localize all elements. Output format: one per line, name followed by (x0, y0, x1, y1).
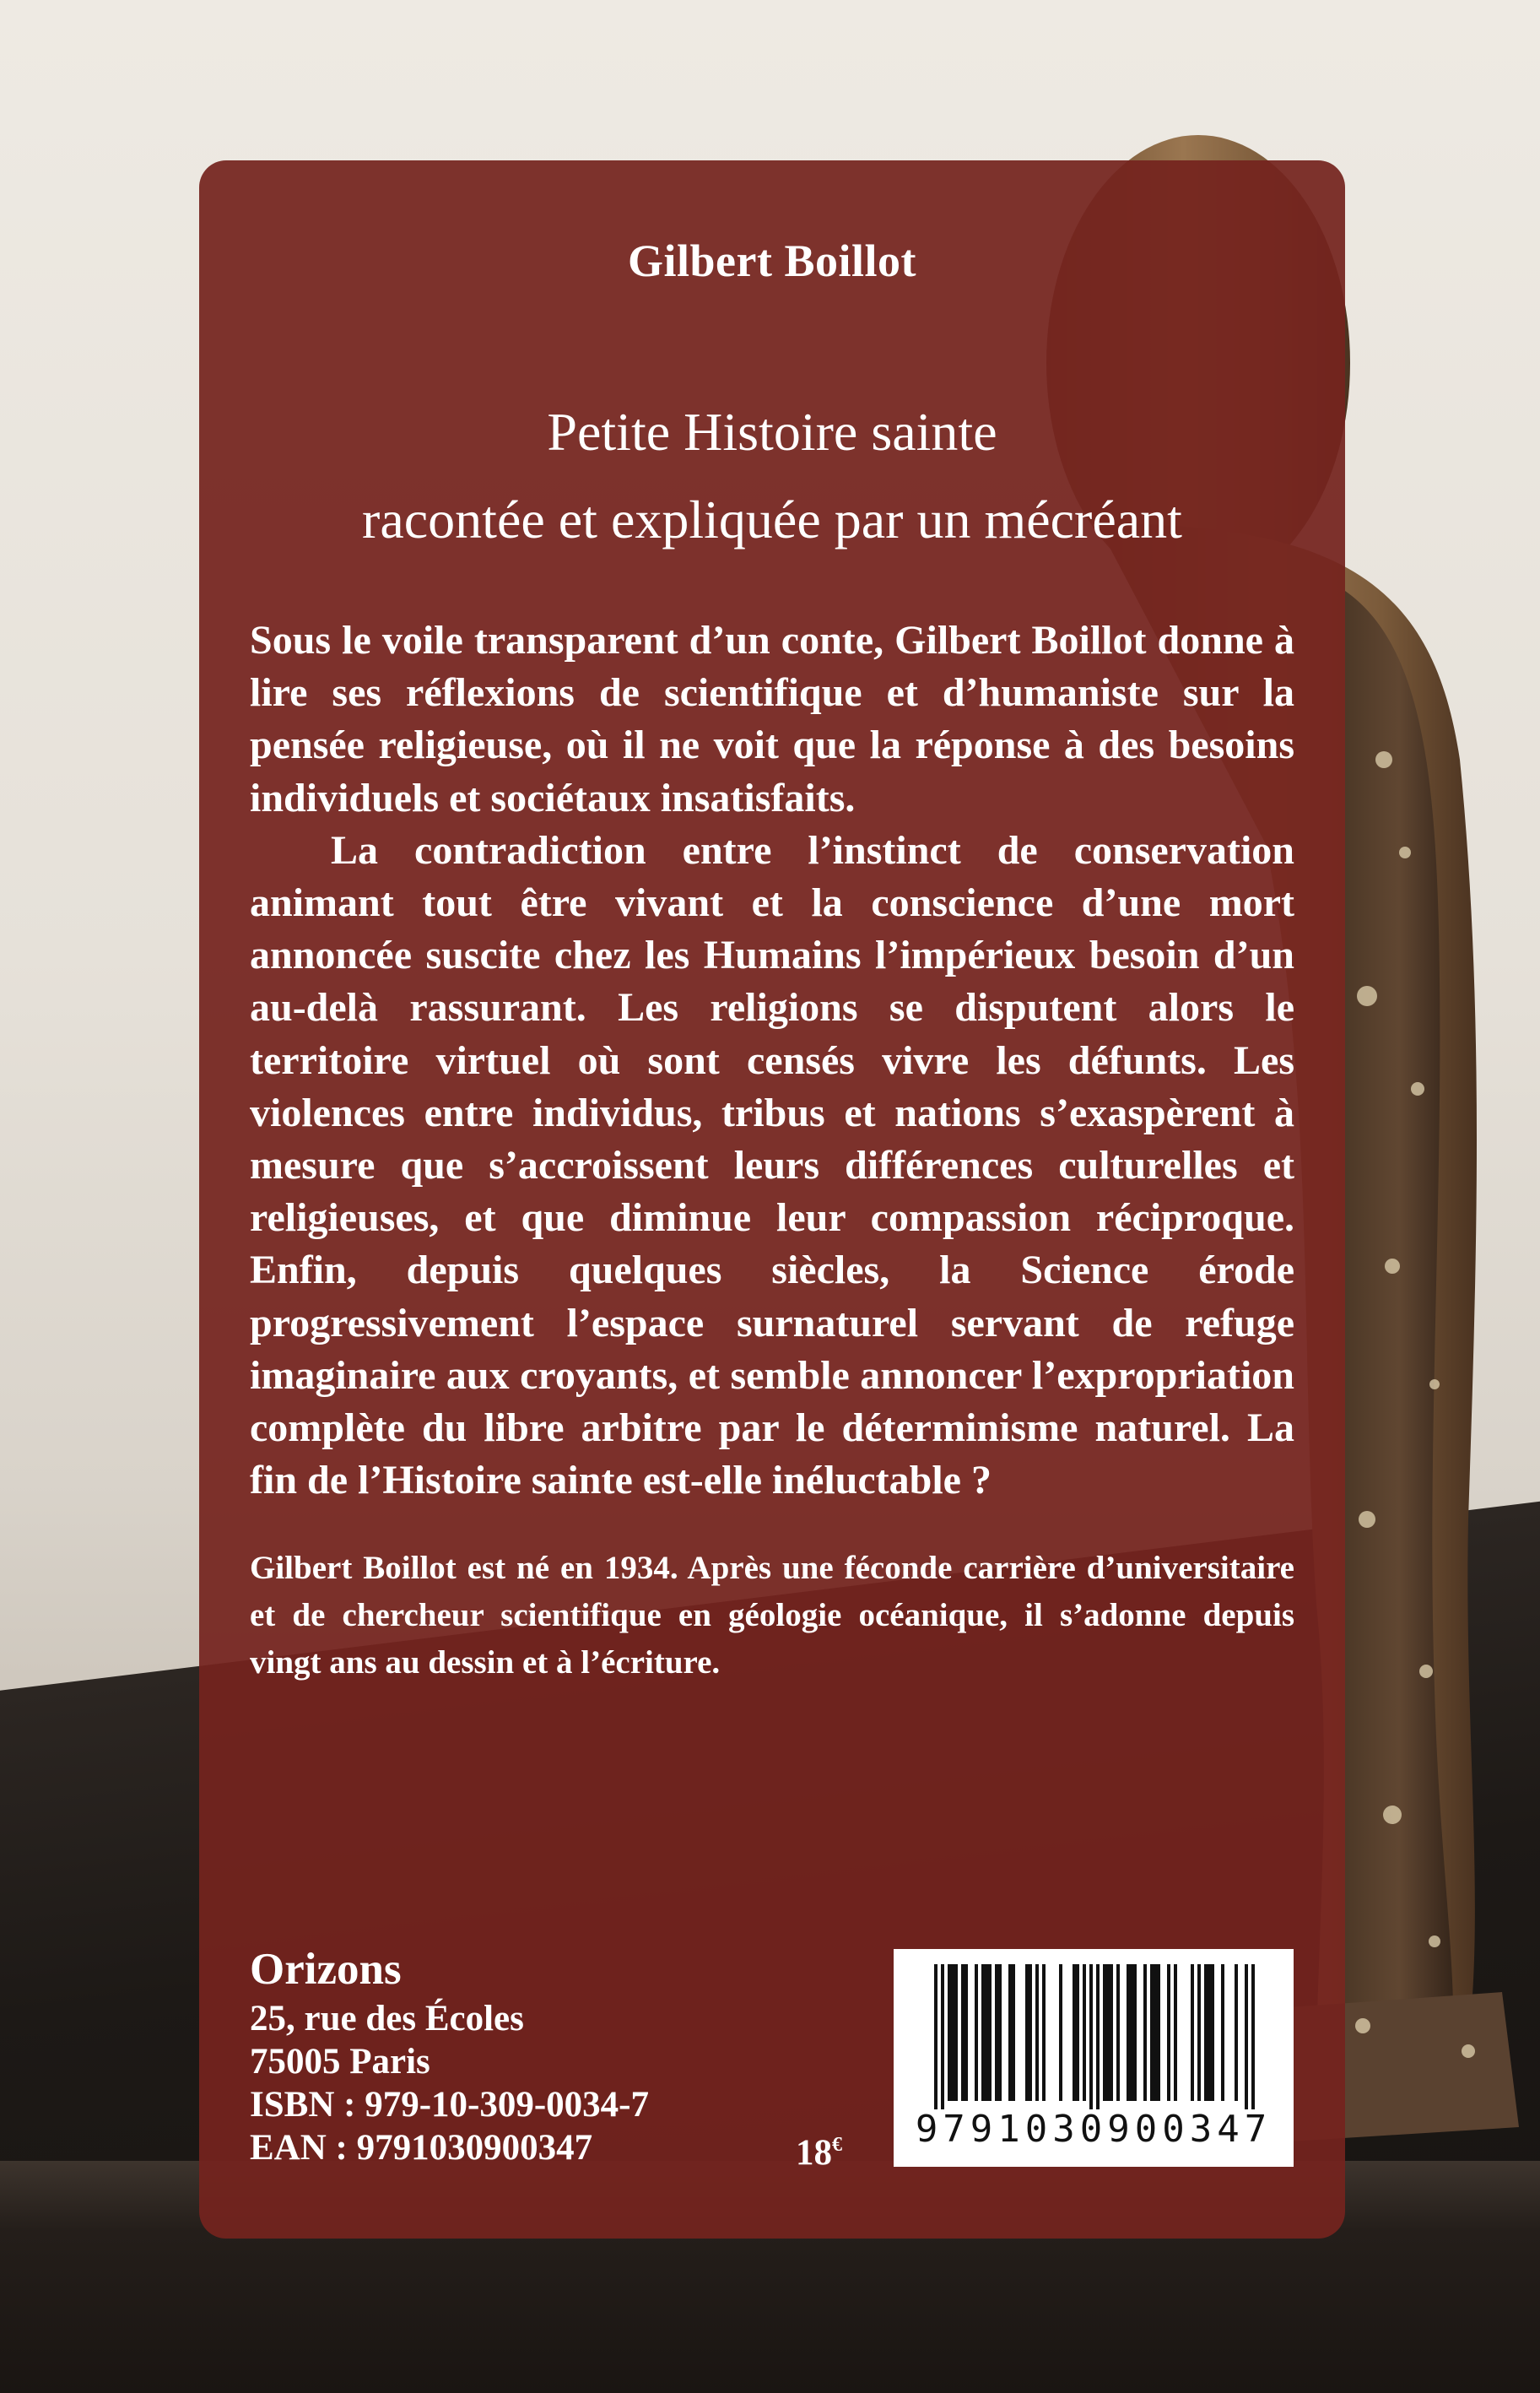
barcode-bar (1096, 1964, 1100, 2109)
barcode-bar (1208, 1964, 1211, 2101)
price-amount: 18 (796, 2133, 832, 2173)
barcode-bar (1174, 1964, 1177, 2101)
publisher-name: Orizons (250, 1945, 402, 1994)
barcode-digits: 9791030900347 (915, 2108, 1273, 2151)
barcode-bar (1167, 1964, 1170, 2101)
barcode-bar (1035, 1964, 1039, 2101)
barcode-bar (948, 1964, 951, 2101)
barcode-bar (954, 1964, 958, 2101)
barcode-bar (951, 1964, 954, 2101)
barcode-bar (1012, 1964, 1015, 2101)
barcode-bar (1197, 1964, 1201, 2101)
barcode-bar (1221, 1964, 1224, 2101)
blurb (250, 614, 1294, 1507)
author-bio: Gilbert Boillot est né en 1934. Après une féconde carrière d’universitaire et de chercheur scientifique en géologie océanique, il s’adonne depuis vingt ans au dessin et à l’écriture. (250, 1550, 1294, 1681)
barcode-bar (1150, 1964, 1154, 2101)
barcode-bar (1025, 1964, 1029, 2101)
price (796, 2132, 842, 2174)
barcode-bar (1083, 1964, 1086, 2101)
barcode-bar (1235, 1964, 1238, 2101)
publisher-city: 75005 Paris (250, 2042, 430, 2082)
blurb-paragraph-1: Sous le voile transparent d’un conte, Gilbert Boillot donne à lire ses réflexions de scientifique et d’humaniste sur la pensée religieuse, où il ne voit que la réponse à des besoins individuels et sociétaux insatisfaits. (250, 618, 1294, 820)
book-title-line2: racontée et expliquée par un mécréant (362, 490, 1182, 550)
barcode-bar (1008, 1964, 1012, 2101)
barcode-bar (985, 1964, 988, 2101)
barcode-bar (975, 1964, 978, 2101)
barcode-bar (1251, 1964, 1255, 2109)
barcode-bar (1127, 1964, 1130, 2101)
author-name: Gilbert Boillot (628, 236, 916, 286)
blurb-paragraph-2: La contradiction entre l’instinct de conservation animant tout être vivant et la conscience d’une mort annoncée suscite chez les Humains l’impérieux besoin d’un au-delà rassurant. Les religions se disputent alors le territoire virtuel où sont censés vivre les défunts. Les violences entre individus, tribus et nations s’exaspèrent à mesure que s’accroissent leurs différences culturelles et religieuses, et que diminue leur compassion réciproque. Enfin, depuis quelques siècles, la Science érode progressivement l’espace surnaturel servant de refuge imaginaire aux croyants, et semble annoncer l’expropriation complète du libre arbitre par le déterminisme naturel. La fin de l’Histoire sainte est-elle inéluctable ? (250, 827, 1294, 1503)
book-title-line1: Petite Histoire sainte (547, 402, 997, 462)
barcode-bar (941, 1964, 944, 2109)
barcode-bar (1130, 1964, 1133, 2101)
barcode-bar (1211, 1964, 1214, 2101)
barcode-bar (1029, 1964, 1032, 2101)
barcode-bar (1245, 1964, 1248, 2109)
price-currency: € (832, 2134, 842, 2156)
ean: EAN : 9791030900347 (250, 2128, 593, 2168)
barcode-bar (1133, 1964, 1137, 2101)
barcode-bar (1089, 1964, 1093, 2109)
barcode-bar (1059, 1964, 1062, 2101)
barcode-bar (995, 1964, 998, 2101)
barcode-bar (1116, 1964, 1120, 2101)
barcode-bar (934, 1964, 938, 2109)
barcode-bar (1103, 1964, 1106, 2101)
isbn: ISBN : 979-10-309-0034-7 (250, 2085, 649, 2125)
barcode-bar (1204, 1964, 1208, 2101)
barcode-bar (981, 1964, 985, 2101)
barcode-bar (1143, 1964, 1147, 2101)
barcode (894, 1949, 1294, 2167)
barcode-bar (965, 1964, 968, 2101)
barcode-bar (1154, 1964, 1157, 2101)
barcode-bars (894, 1949, 1294, 2109)
book-title (199, 388, 1345, 564)
barcode-bar (1042, 1964, 1046, 2101)
barcode-bar (988, 1964, 992, 2101)
publisher-street: 25, rue des Écoles (250, 1999, 524, 2038)
barcode-bar (998, 1964, 1002, 2101)
barcode-bar (961, 1964, 965, 2101)
barcode-bar (1157, 1964, 1160, 2101)
barcode-bar (1191, 1964, 1194, 2101)
barcode-bar (1106, 1964, 1110, 2101)
barcode-bar (1110, 1964, 1113, 2101)
publisher-info (250, 1941, 840, 2169)
barcode-bar (1073, 1964, 1076, 2101)
barcode-bar (1076, 1964, 1079, 2101)
back-cover-panel (199, 160, 1345, 2239)
